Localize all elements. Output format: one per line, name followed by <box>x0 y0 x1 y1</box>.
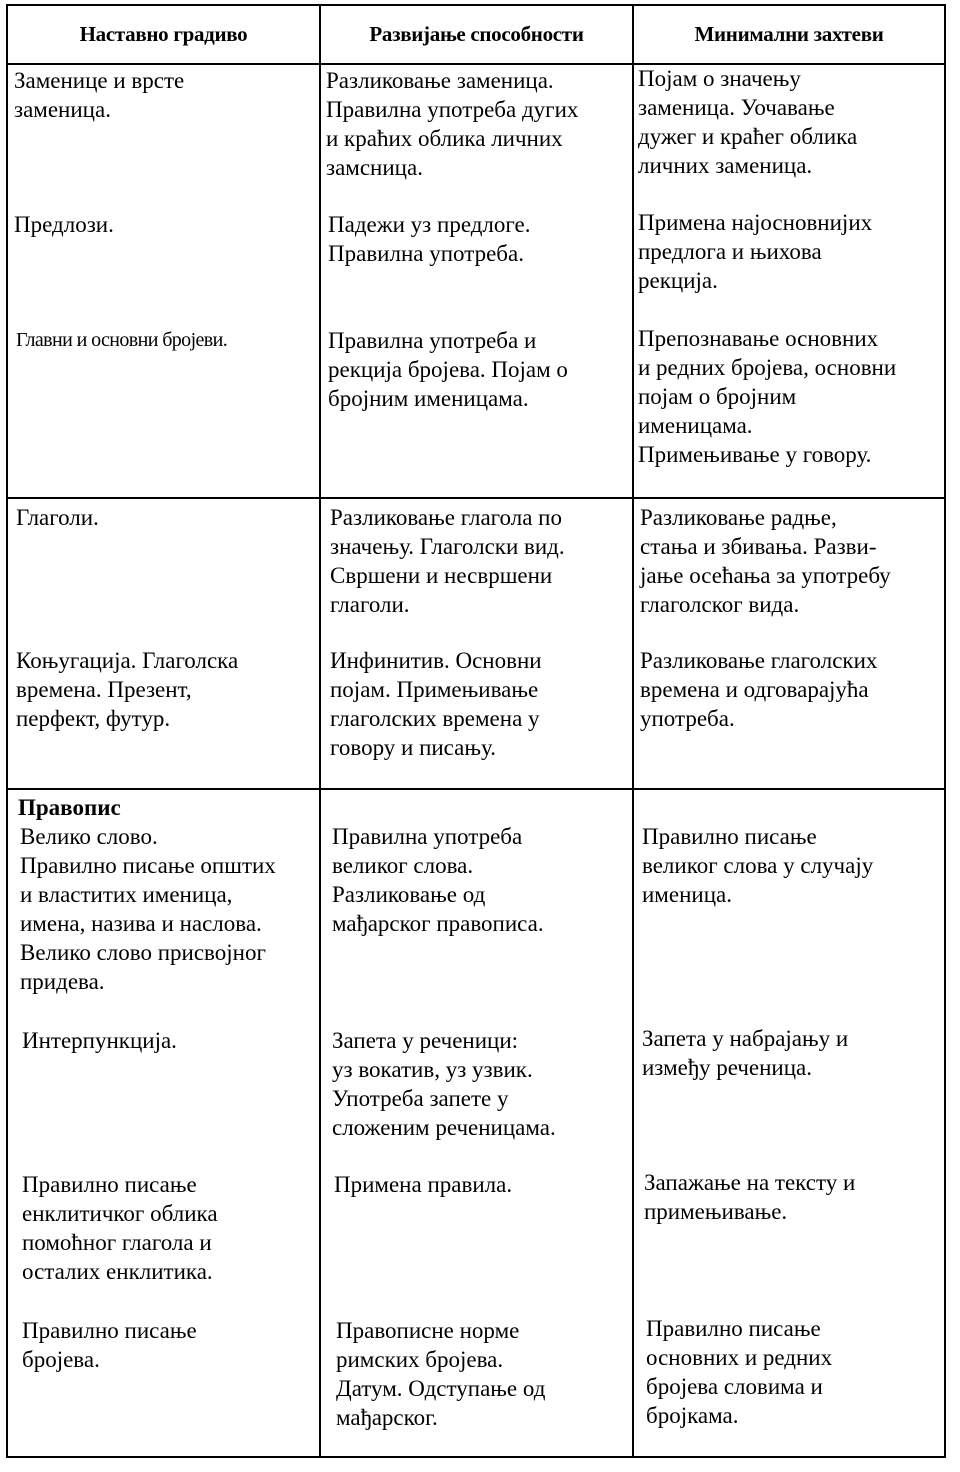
table-border-left <box>6 4 8 1458</box>
header-col-skills: Развијање способности <box>369 21 584 46</box>
orthography-heading-text: Правопис <box>18 795 121 820</box>
cell-pronouns-requirements: Појам о значењу заменица. Уочавање дужег и краћег облика личних заменица. <box>638 66 858 178</box>
cell-conjugation-skills: Инфинитив. Основни појам. Примењивање глаголских времена у говору и писању. <box>330 648 542 760</box>
cell-prepositions-requirements: Примена најосновнијих предлога и њихова рекција. <box>638 210 873 293</box>
cell-prepositions-content: Предлози. <box>14 212 114 237</box>
cell-numbers-writing-skills: Правописне норме римских бројева. Датум. Одступање од мађарског. <box>336 1318 546 1430</box>
cell-enclitics-requirements: Запажање на тексту и примењивање. <box>644 1170 856 1224</box>
cell-capital-letter-skills: Правилна употреба великог слова. Разликовање од мађарског правописа. <box>332 824 544 936</box>
cell-punctuation-content: Интерпункција. <box>22 1028 177 1053</box>
cell-numerals-skills: Правилна употреба и рекција бројева. Појам о бројним именицама. <box>328 328 568 411</box>
cell-punctuation-requirements: Запета у набрајању и између реченица. <box>642 1026 849 1080</box>
cell-pronouns-content: Заменице и врсте заменица. <box>14 68 185 122</box>
orthography-heading <box>18 793 318 822</box>
cell-numbers-writing-content: Правилно писање бројева. <box>22 1318 197 1372</box>
section-divider-2 <box>6 788 946 790</box>
column-divider-2 <box>632 4 634 1458</box>
cell-pronouns-skills: Разликовање заменица. Правилна употреба дугих и краћих облика личних замсница. <box>326 68 579 180</box>
cell-capital-letter-requirements: Правилно писање великог слова у случају именица. <box>642 824 874 907</box>
cell-enclitics-skills: Примена правила. <box>334 1172 513 1197</box>
cell-conjugation-requirements: Разликовање глаголских времена и одговарајућа употреба. <box>640 648 878 731</box>
cell-numbers-writing-requirements: Правилно писање основних и редних бројева словима и бројкама. <box>646 1316 833 1428</box>
section-divider-1 <box>6 497 946 499</box>
table-border-right <box>944 4 946 1458</box>
cell-verbs-requirements: Разликовање радње, стања и збивања. Разви- јање осећања за употребу глаголског вида. <box>640 505 891 617</box>
cell-capital-letter-content: Велико слово. Правилно писање општих и властитих именица, имена, назива и наслова. Велико слово присвојног придева. <box>20 824 276 994</box>
cell-enclitics-content: Правилно писање енклитичког облика помоћног глагола и осталих енклитика. <box>22 1172 218 1284</box>
cell-punctuation-skills: Запета у реченици: уз вокатив, уз узвик. Употреба запете у сложеним реченицама. <box>332 1028 556 1140</box>
cell-conjugation-content: Коњугација. Глаголска времена. Презент, перфект, футур. <box>16 648 239 731</box>
cell-numerals-content: Главни и основни бројеви. <box>16 329 228 351</box>
cell-prepositions-skills: Падежи уз предлоге. Правилна употреба. <box>328 212 531 266</box>
header-col-content: Наставно градиво <box>79 21 248 46</box>
table-border-bottom <box>6 1456 946 1458</box>
cell-verbs-skills: Разликовање глагола по значењу. Глаголски вид. Свршени и несвршени глаголи. <box>330 505 565 617</box>
curriculum-table <box>6 4 946 1458</box>
cell-numerals-requirements: Препознавање основних и редних бројева, основни појам о бројним именицама. Примењивање у говору. <box>638 326 897 467</box>
cell-verbs-content: Глаголи. <box>16 505 99 530</box>
header-col-requirements: Минимални захтеви <box>694 21 884 46</box>
